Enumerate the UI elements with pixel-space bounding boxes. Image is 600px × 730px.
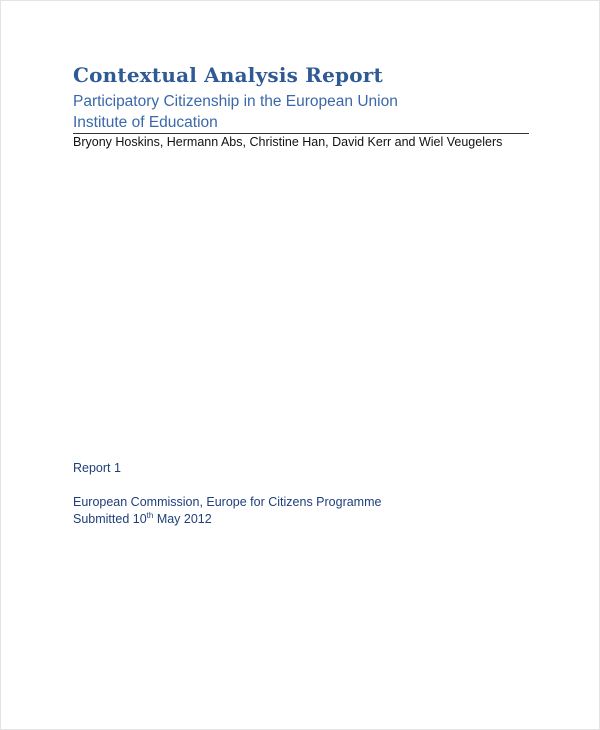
authors-line: Bryony Hoskins, Hermann Abs, Christine Han, David Kerr and Wiel Veugelers (73, 135, 503, 149)
report-number: Report 1 (73, 461, 121, 475)
document-subtitle-line1: Participatory Citizenship in the European Union (73, 93, 398, 110)
programme-line: European Commission, Europe for Citizens Programme (73, 495, 382, 509)
submitted-prefix: Submitted 10 (73, 512, 147, 526)
submitted-ordinal-suffix: th (146, 510, 154, 520)
submitted-suffix: May 2012 (153, 512, 212, 526)
title-divider (73, 133, 529, 134)
submission-date (73, 512, 212, 526)
document-title: Contextual Analysis Report (73, 63, 383, 87)
document-subtitle-line2: Institute of Education (73, 114, 218, 131)
